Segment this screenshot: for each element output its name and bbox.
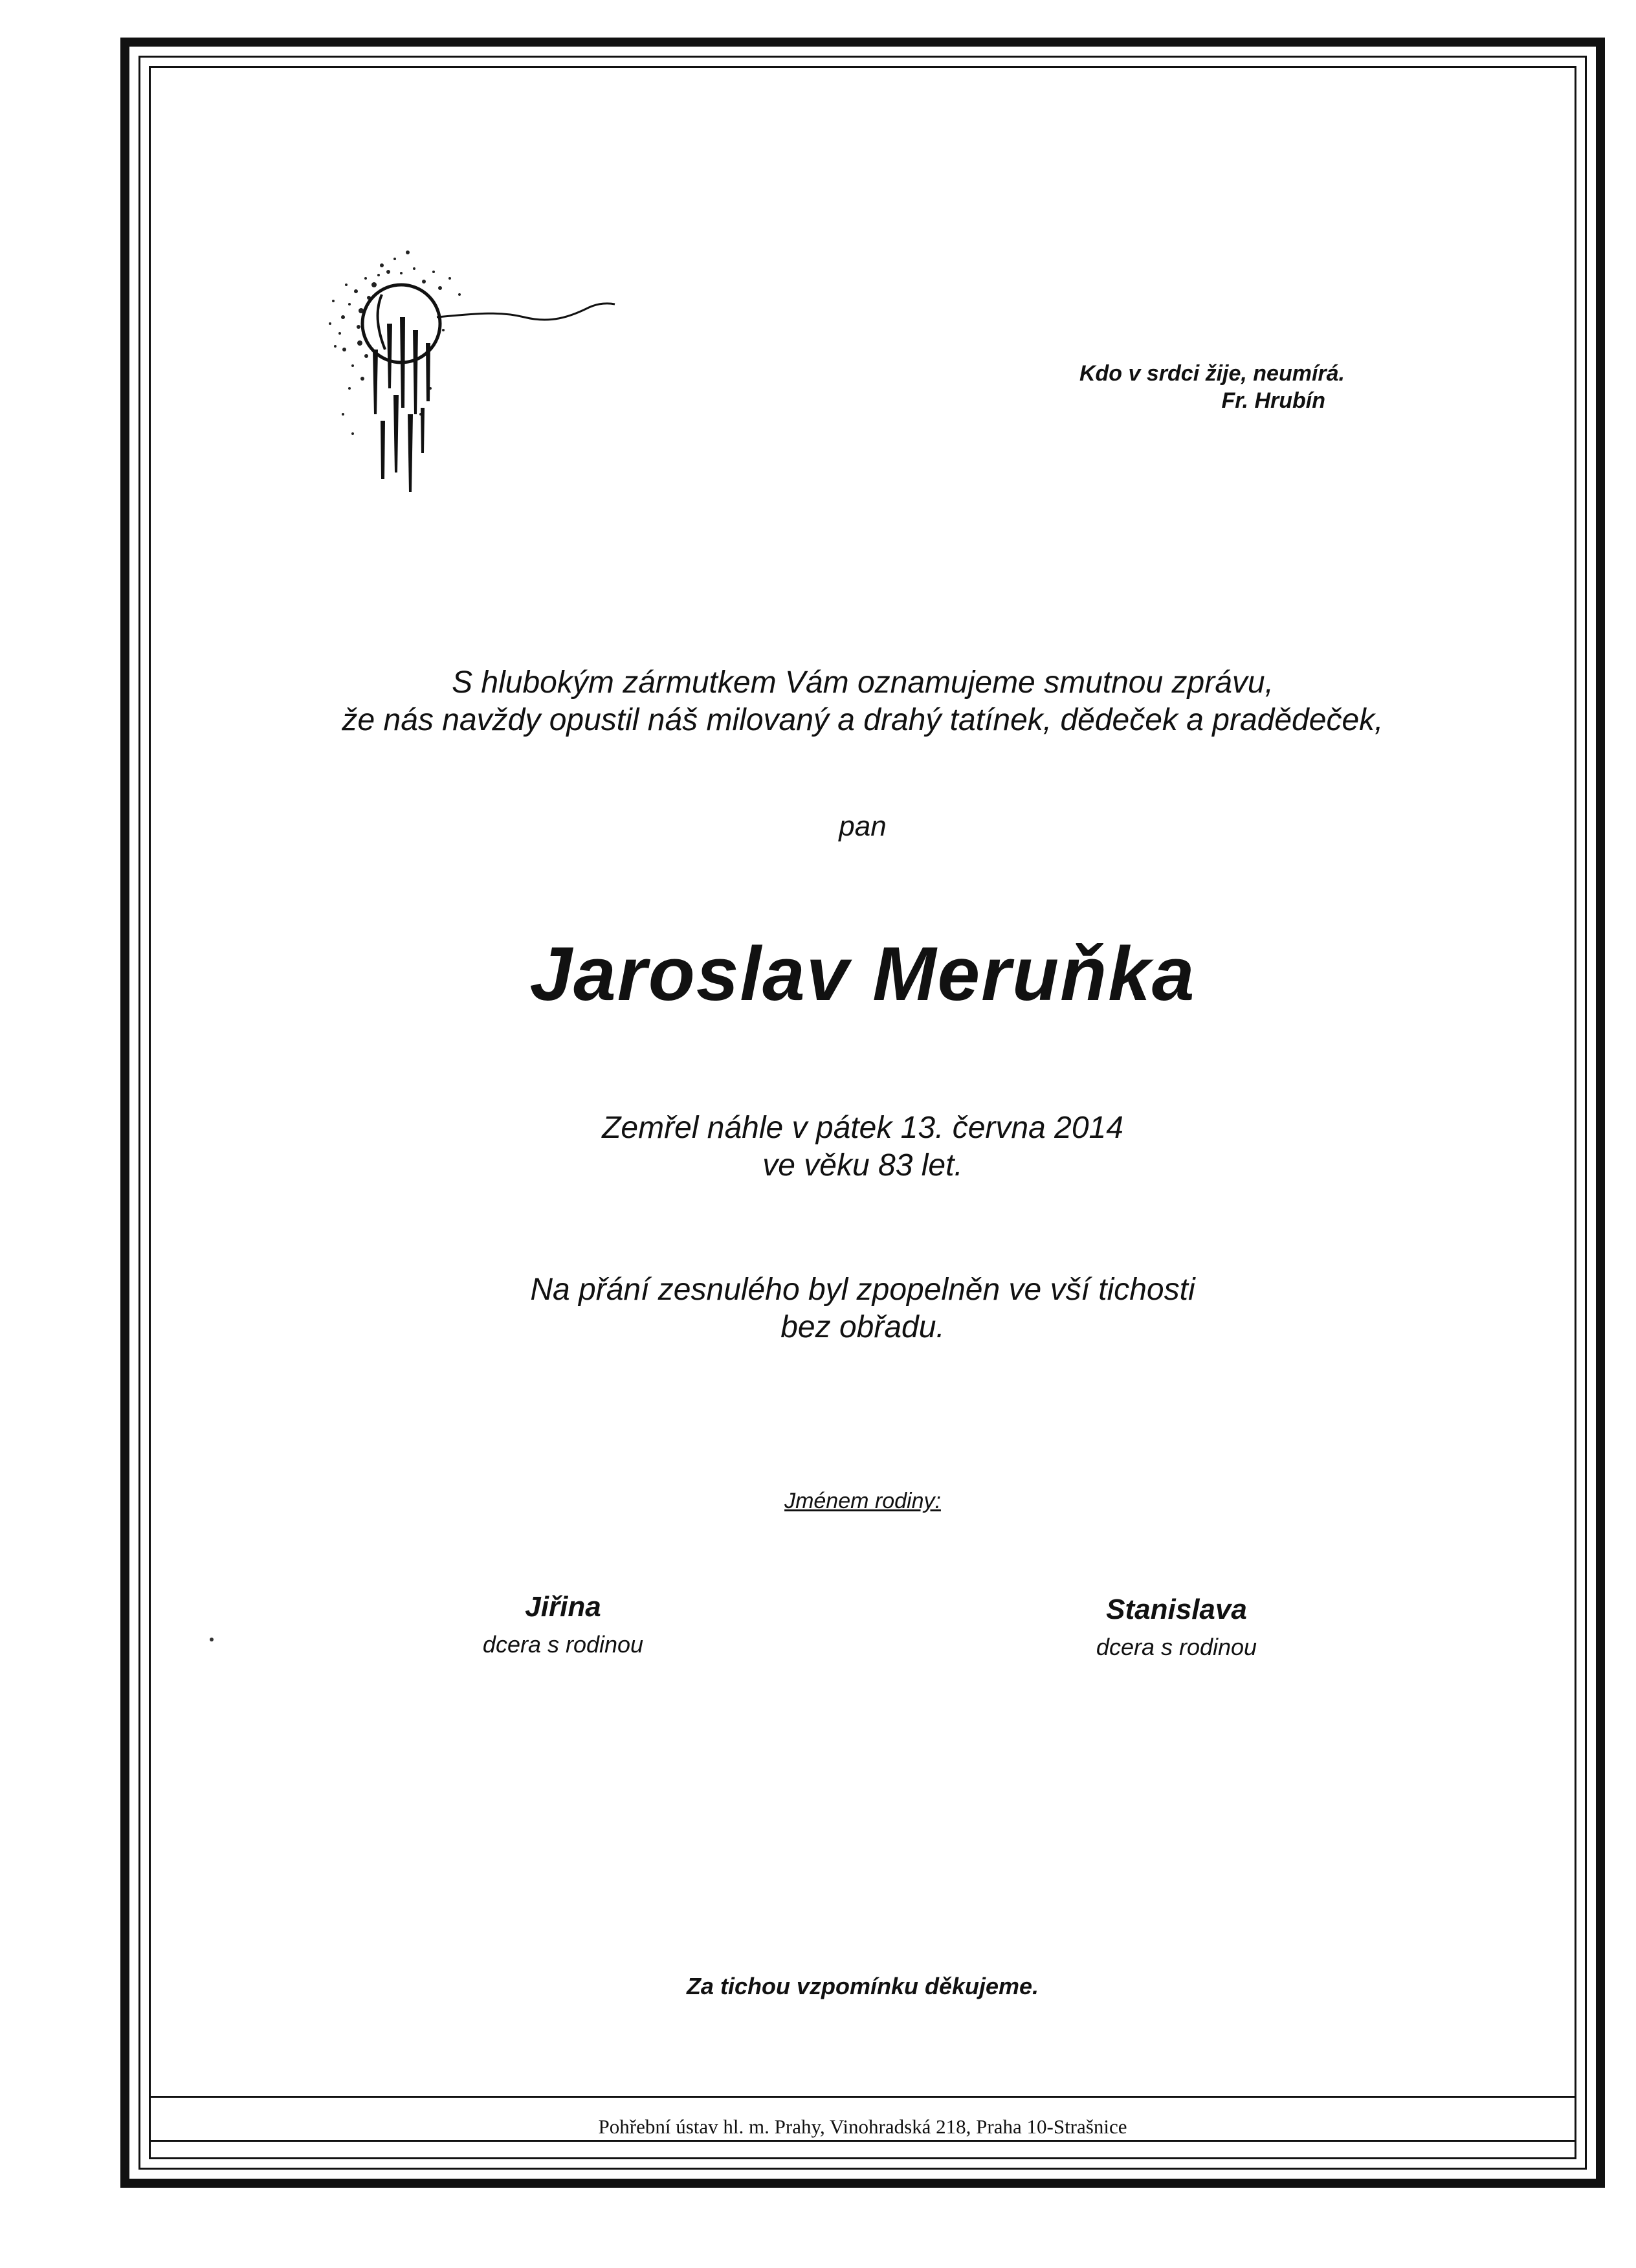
announcement-line-2: že nás navždy opustil náš milovaný a drahý tatínek, dědeček a pradědeček, — [342, 703, 1384, 737]
motto-quote — [1079, 360, 1345, 414]
announcement-line-1: S hlubokým zármutkem Vám oznamujeme smutnou zprávu, — [452, 665, 1274, 700]
ceremony-line-2: bez obřadu. — [780, 1310, 945, 1344]
salutation: pan — [839, 810, 887, 842]
signatory-name: Jiřina — [525, 1591, 601, 1623]
motto-quote-text: Kdo v srdci žije, neumírá. — [1079, 361, 1345, 386]
stray-dot — [210, 1638, 214, 1641]
signatory-role: dcera s rodinou — [1096, 1634, 1257, 1660]
ceremony-line-1: Na přání zesnulého byl zpopelněn ve vší tichosti — [530, 1273, 1195, 1307]
death-date: Zemřel náhle v pátek 13. června 2014 — [602, 1111, 1123, 1145]
signatory-1 — [369, 1591, 757, 1658]
death-info — [149, 1109, 1576, 1184]
thanks-line: Za tichou vzpomínku děkujeme. — [686, 1973, 1039, 1999]
deceased-name: Jaroslav Meruňka — [529, 931, 1196, 1017]
signatory-role: dcera s rodinou — [482, 1631, 644, 1658]
footer-rule-bottom — [149, 2140, 1576, 2142]
motto-author: Fr. Hrubín — [1221, 388, 1325, 413]
signatory-2 — [982, 1594, 1371, 1661]
signatory-name: Stanislava — [1106, 1594, 1247, 1625]
death-age: ve věku 83 let. — [762, 1148, 963, 1183]
footer-rule-top — [149, 2096, 1576, 2098]
family-label: Jménem rodiny: — [784, 1489, 941, 1513]
ceremony-note — [149, 1271, 1576, 1346]
announcement — [149, 664, 1576, 739]
mourning-emblem-icon — [304, 220, 641, 557]
funeral-home-footer: Pohřební ústav hl. m. Prahy, Vinohradská 218, Praha 10-Strašnice — [598, 2115, 1127, 2138]
